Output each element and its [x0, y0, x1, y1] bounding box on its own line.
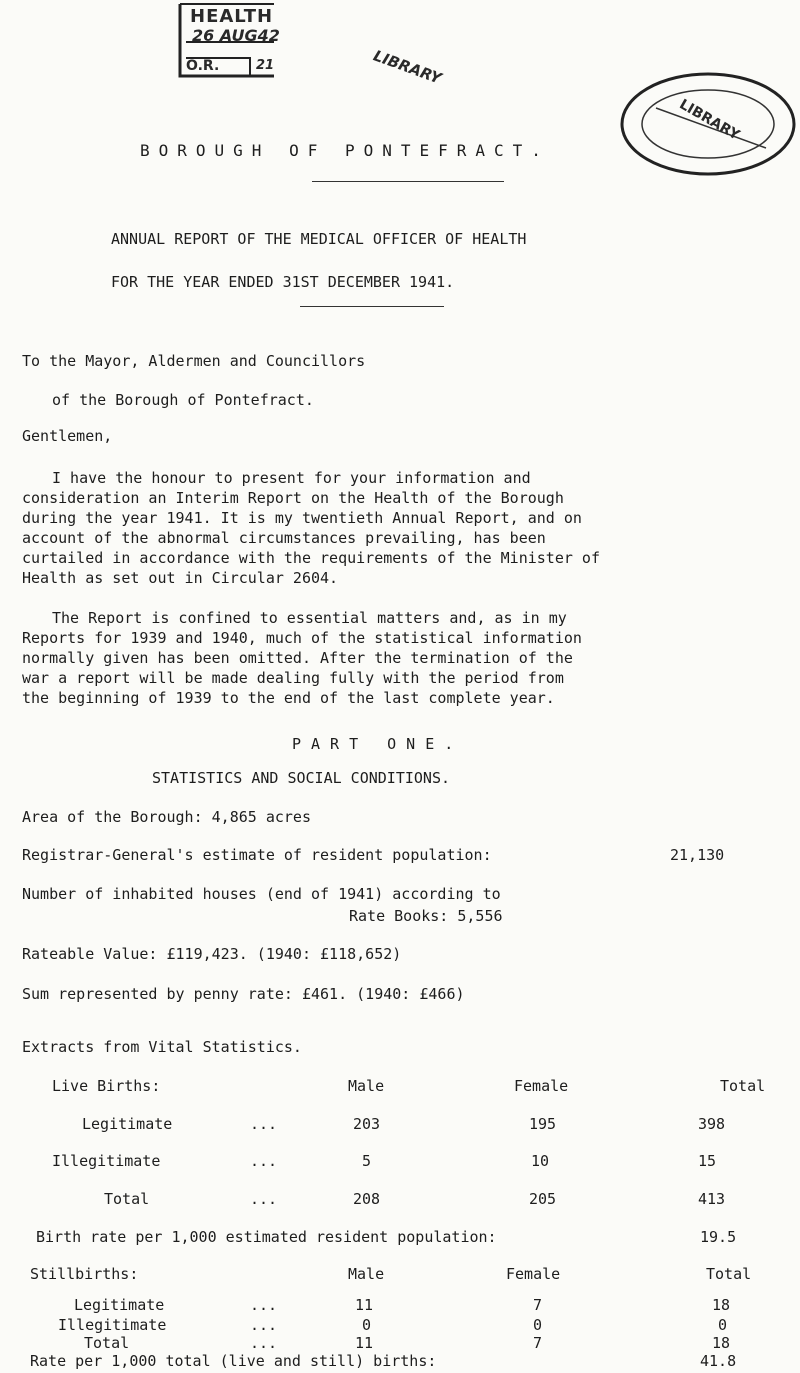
para1-line: consideration an Interim Report on the Health of the Borough — [22, 489, 564, 507]
cell-total: 0 — [718, 1316, 728, 1334]
rateable-value: Rateable Value: £119,423. (1940: £118,652) — [22, 945, 402, 963]
cell-female: 195 — [529, 1115, 557, 1133]
birth-rate-label: Birth rate per 1,000 estimated resident population: — [36, 1228, 497, 1246]
col-header-total: Total — [706, 1265, 752, 1283]
population-value: 21,130 — [670, 846, 725, 864]
part-subtitle: STATISTICS AND SOCIAL CONDITIONS. — [152, 769, 451, 787]
cell-total: 18 — [712, 1296, 731, 1314]
library-stamp: LIBRARY — [371, 46, 444, 88]
final-rate-value: 41.8 — [700, 1352, 737, 1370]
col-header-female: Female — [514, 1077, 569, 1095]
row-label: Illegitimate — [58, 1316, 167, 1334]
para2-line: Reports for 1939 and 1940, much of the statistical information — [22, 629, 582, 647]
cell-male: 208 — [353, 1190, 381, 1208]
para2-line: The Report is confined to essential matters and, as in my — [52, 609, 567, 627]
row-dots: ... — [250, 1296, 278, 1314]
subtitle-rule — [300, 306, 444, 307]
row-dots: ... — [250, 1316, 278, 1334]
para2-line: war a report will be made dealing fully with the period from — [22, 669, 564, 687]
received-stamp: HEALTH 26 AUG42 O.R. 21 — [166, 2, 276, 90]
cell-female: 7 — [533, 1334, 543, 1352]
para1-line: during the year 1941. It is my twentieth Annual Report, and on — [22, 509, 582, 527]
cell-male: 11 — [355, 1334, 374, 1352]
col-header-total: Total — [720, 1077, 766, 1095]
row-label: Legitimate — [82, 1115, 173, 1133]
cell-male: 203 — [353, 1115, 381, 1133]
population-label: Registrar-General's estimate of resident population: — [22, 846, 492, 864]
houses-line-1: Number of inhabited houses (end of 1941) according to — [22, 885, 501, 903]
houses-line-2: Rate Books: 5,556 — [349, 907, 503, 925]
row-label: Illegitimate — [52, 1152, 161, 1170]
col-header-male: Male — [348, 1265, 385, 1283]
cell-female: 205 — [529, 1190, 557, 1208]
cell-female: 10 — [531, 1152, 550, 1170]
para1-line: account of the abnormal circumstances prevailing, has been — [22, 529, 546, 547]
cell-male: 11 — [355, 1296, 374, 1314]
vital-statistics-heading: Extracts from Vital Statistics. — [22, 1038, 302, 1056]
report-subtitle: FOR THE YEAR ENDED 31ST DECEMBER 1941. — [111, 273, 455, 291]
row-dots: ... — [250, 1190, 278, 1208]
row-label: Total — [84, 1334, 130, 1352]
header-rule — [312, 181, 504, 182]
birth-rate-value: 19.5 — [700, 1228, 737, 1246]
cell-total: 15 — [698, 1152, 717, 1170]
final-rate-label: Rate per 1,000 total (live and still) births: — [30, 1352, 437, 1370]
col-header-male: Male — [348, 1077, 385, 1095]
borough-title: BOROUGH OF PONTEFRACT. — [140, 141, 550, 160]
cell-total: 413 — [698, 1190, 726, 1208]
live-births-label: Live Births: — [52, 1077, 161, 1095]
stillbirths-label: Stillbirths: — [30, 1265, 139, 1283]
para2-line: the beginning of 1939 to the end of the last complete year. — [22, 689, 555, 707]
salutation-line-1: To the Mayor, Aldermen and Councillors — [22, 352, 366, 370]
penny-rate: Sum represented by penny rate: £461. (1940: £466) — [22, 985, 465, 1003]
row-label: Total — [104, 1190, 150, 1208]
part-title: PART ONE. — [292, 735, 464, 753]
para1-line: I have the honour to present for your information and — [52, 469, 531, 487]
row-dots: ... — [250, 1152, 278, 1170]
cell-total: 18 — [712, 1334, 731, 1352]
library-oval-stamp: LIBRARY — [616, 68, 796, 178]
para1-line: curtailed in accordance with the requirements of the Minister of — [22, 549, 600, 567]
greeting: Gentlemen, — [22, 427, 113, 445]
cell-female: 0 — [533, 1316, 543, 1334]
salutation-line-2: of the Borough of Pontefract. — [52, 391, 314, 409]
cell-male: 5 — [362, 1152, 372, 1170]
cell-total: 398 — [698, 1115, 726, 1133]
para2-line: normally given has been omitted. After the termination of the — [22, 649, 573, 667]
col-header-female: Female — [506, 1265, 561, 1283]
row-dots: ... — [250, 1115, 278, 1133]
cell-male: 0 — [362, 1316, 372, 1334]
cell-female: 7 — [533, 1296, 543, 1314]
row-dots: ... — [250, 1334, 278, 1352]
para1-line: Health as set out in Circular 2604. — [22, 569, 339, 587]
row-label: Legitimate — [74, 1296, 165, 1314]
area-line: Area of the Borough: 4,865 acres — [22, 808, 311, 826]
report-title: ANNUAL REPORT OF THE MEDICAL OFFICER OF HEALTH — [111, 230, 527, 248]
